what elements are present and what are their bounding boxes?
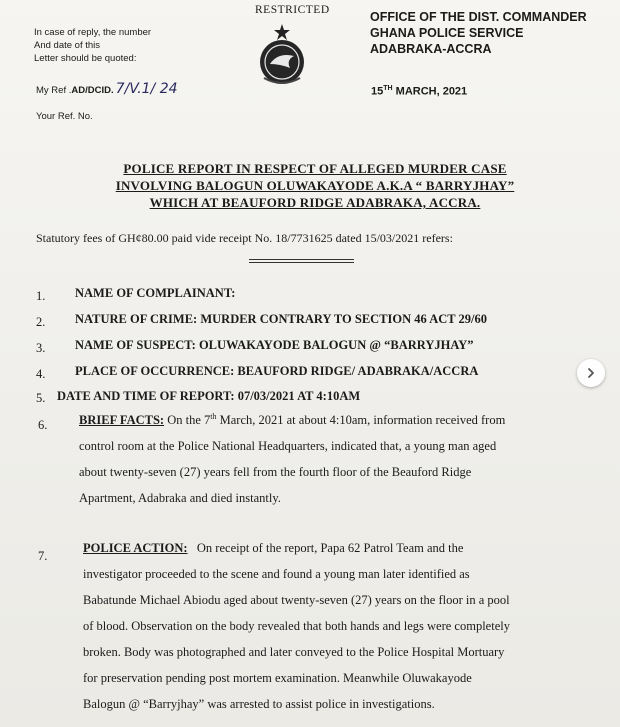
para-text: March, 2021 at about 4:10am, information received from [216,413,506,428]
date-month-year: MARCH, 2021 [392,85,468,98]
reply-note-line: And date of this [34,40,101,51]
para-text: On receipt of the report, Papa 62 Patrol Team and the [196,541,464,555]
office-line: OFFICE OF THE DIST. COMMANDER [370,10,587,24]
para-line [79,404,599,433]
para-line: for preservation pending post mortem examination. Meanwhile Oluwakayode [83,671,472,685]
date-suffix: TH [383,85,393,92]
para-line: Balogun @ “Barryjhay” was arrested to assist police in investigations. [83,697,435,711]
item-date-of-report: DATE AND TIME OF REPORT: 07/03/2021 AT 4:10AM [57,389,361,403]
item-number: 4. [36,367,46,381]
brief-facts-paragraph [79,404,599,511]
your-ref: Your Ref. No. [36,111,93,122]
statutory-fees: Statutory fees of GH¢80.00 paid vide receipt No. 18/7731625 dated 15/03/2021 refers: [36,231,453,245]
brief-facts-heading: BRIEF FACTS: [79,413,165,428]
divider [249,262,354,263]
my-ref-value: AD/DCID. [71,85,114,96]
police-action-heading: POLICE ACTION: [83,541,188,555]
para-line: Apartment, Adabraka and died instantly. [79,491,281,506]
item-number: 3. [36,341,46,355]
para-line: broken. Body was photographed and later conveyed to the Police Hospital Mortuary [83,645,505,659]
item-place-of-occurrence: PLACE OF OCCURRENCE: BEAUFORD RIDGE/ ADABRAKA/ACCRA [75,364,479,378]
para-text: On the 7 [164,413,211,428]
reply-note-line: Letter should be quoted: [34,53,137,64]
my-ref-handwritten: 7/V.1/ 24 [115,81,178,97]
restricted-label: RESTRICTED [255,4,330,16]
para-line [83,535,598,561]
my-ref [36,81,178,97]
para-text: th [210,412,217,421]
para-line: Babatunde Michael Abiodu aged about twenty-seven (27) years on the floor in a pool [83,593,510,607]
chevron-right-icon [585,367,597,379]
para-line: about twenty-seven (27) years fell from the fourth floor of the Beauford Ridge [79,465,472,480]
divider [249,259,354,260]
police-action-paragraph [83,535,598,717]
item-number: 7. [38,549,48,563]
title-line: POLICE REPORT IN RESPECT OF ALLEGED MURDER CASE [123,161,507,176]
item-number: 6. [38,418,48,432]
item-number: 5. [36,391,46,405]
para-line: investigator proceeded to the scene and found a young man later identified as [83,567,470,581]
office-line: GHANA POLICE SERVICE [370,26,524,40]
title-line: WHICH AT BEAUFORD RIDGE ADABRAKA, ACCRA. [149,195,481,210]
date-day: 15 [371,85,384,98]
ghana-police-crest-icon [250,22,314,86]
para-line: control room at the Police National Headquarters, indicated that, a young man aged [79,439,497,454]
reply-note-line: In case of reply, the number [34,27,152,38]
item-nature-of-crime: NATURE OF CRIME: MURDER CONTRARY TO SECTION 46 ACT 29/60 [75,312,487,326]
item-number: 1. [36,289,46,303]
office-line: ADABRAKA-ACCRA [370,42,492,56]
my-ref-label: My Ref . [36,85,72,96]
report-title [60,160,570,211]
letter-date [371,85,467,98]
next-image-button[interactable] [577,359,605,387]
title-line: INVOLVING BALOGUN OLUWAKAYODE A.K.A “ BARRYJHAY” [115,178,515,193]
para-line: of blood. Observation on the body revealed that both hands and legs were completely [83,619,510,633]
reply-note [34,26,151,65]
item-number: 2. [36,315,46,329]
item-suspect: NAME OF SUSPECT: OLUWAKAYODE BALOGUN @ “BARRYJHAY” [75,338,474,352]
office-address [370,9,587,57]
item-complainant: NAME OF COMPLAINANT: [75,286,236,300]
